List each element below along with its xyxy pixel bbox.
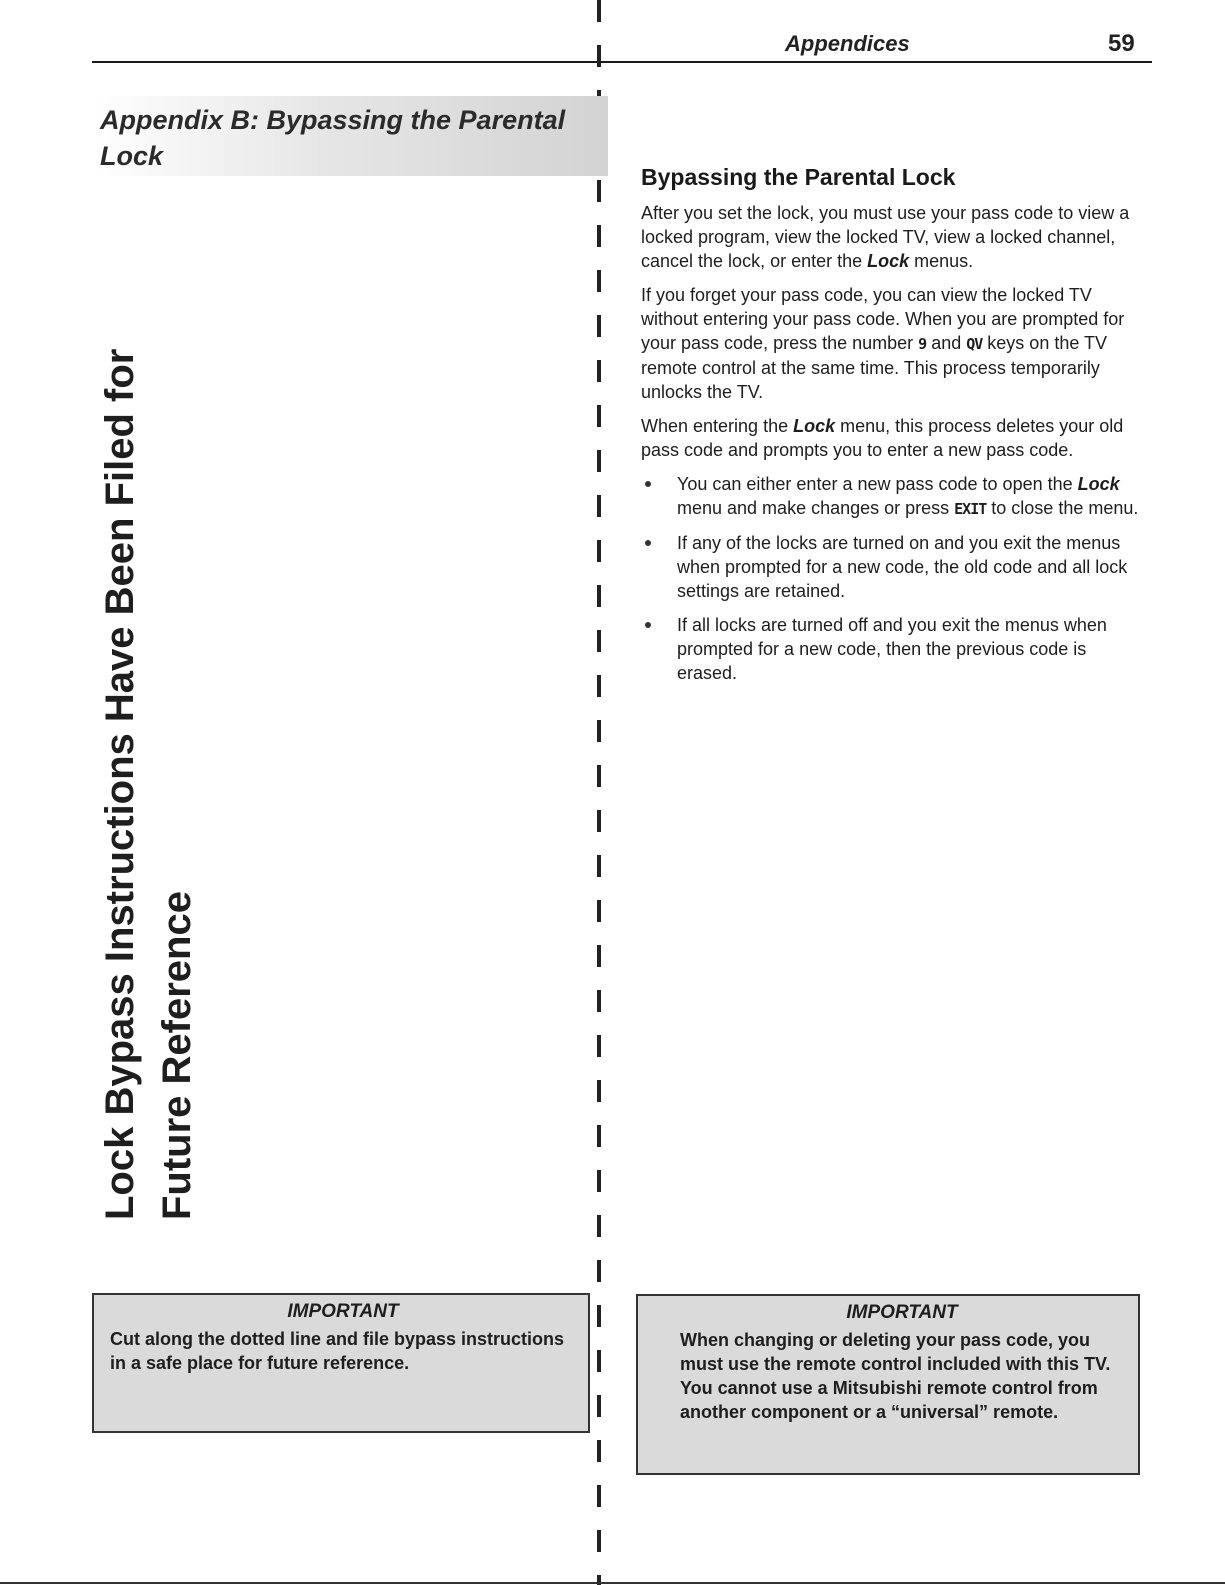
main-column xyxy=(641,164,1151,695)
paragraph-3 xyxy=(641,414,1151,462)
filed-note-line-2: Future Reference xyxy=(155,891,199,1220)
bullet-1-text: You can either enter a new pass code to open the xyxy=(677,474,1078,494)
important-box-remote xyxy=(636,1294,1140,1475)
lock-menu-keyword: Lock xyxy=(793,416,836,436)
filed-note xyxy=(92,220,206,1220)
list-item xyxy=(641,613,1151,685)
bullet-1-mid: menu and make changes or press xyxy=(677,498,955,518)
appendix-title-line-2: Lock xyxy=(100,141,164,171)
list-item xyxy=(641,472,1151,521)
paragraph-2-text-c: keys on the TV remote control at the same time. This process temporarily unlocks the TV. xyxy=(641,333,1108,402)
lock-menu-keyword: Lock xyxy=(1077,474,1120,494)
appendix-title-line-1: Appendix B: Bypassing the Parental xyxy=(100,105,566,135)
paragraph-1 xyxy=(641,201,1151,273)
paragraph-1-text: After you set the lock, you must use your pass code to view a locked program, view the locked TV, view a locked channel, cancel the lock, or enter the xyxy=(641,203,1130,271)
important-text: Cut along the dotted line and file bypass instructions in a safe place for future reference. xyxy=(110,1329,565,1373)
appendix-title xyxy=(92,96,608,176)
bullet-2-text: If any of the locks are turned on and you exit the menus when prompted for a new code, the old code and all lock settings are retained. xyxy=(677,533,1128,601)
key-exit: EXIT xyxy=(954,500,987,518)
important-text: When changing or deleting your pass code, you must use the remote control included with this TV. You cannot use a Mitsubishi remote control from another component or a “universal” remote. xyxy=(680,1330,1111,1422)
page-bottom-rule xyxy=(0,1582,1225,1584)
paragraph-3-text: When entering the xyxy=(641,416,794,436)
lock-menu-keyword: Lock xyxy=(867,251,910,271)
bullet-list xyxy=(641,472,1151,685)
important-box-cut xyxy=(92,1293,590,1433)
section-heading: Bypassing the Parental Lock xyxy=(641,164,956,190)
important-heading: IMPORTANT xyxy=(846,1302,958,1323)
key-qv: QV xyxy=(966,335,983,353)
paragraph-2-text-a: If you forget your pass code, you can view the locked TV without entering your pass code. When you are prompted for your pass code, press the number xyxy=(641,285,1125,353)
bullet-1-end: to close the menu. xyxy=(986,498,1139,518)
paragraph-2 xyxy=(641,283,1151,404)
list-item xyxy=(641,531,1151,603)
filed-note-line-1: Lock Bypass Instructions Have Been Filed for xyxy=(98,348,142,1220)
bullet-dot-icon xyxy=(645,622,651,628)
paragraph-3-end: menu, this process deletes your old pass code and prompts you to enter a new pass code. xyxy=(641,416,1124,460)
paragraph-2-text-b: and xyxy=(926,333,967,353)
important-heading: IMPORTANT xyxy=(287,1301,399,1322)
bullet-3-text: If all locks are turned off and you exit the menus when prompted for a new code, then the previous code is erased. xyxy=(677,615,1107,683)
running-header-section: Appendices xyxy=(785,31,910,56)
bullet-dot-icon xyxy=(645,540,651,546)
bullet-dot-icon xyxy=(645,481,651,487)
paragraph-1-end: menus. xyxy=(909,251,974,271)
dotted-cut-line xyxy=(597,0,601,1585)
page-number: 59 xyxy=(1108,30,1135,57)
header-rule xyxy=(92,61,1152,63)
key-9: 9 xyxy=(918,335,927,353)
